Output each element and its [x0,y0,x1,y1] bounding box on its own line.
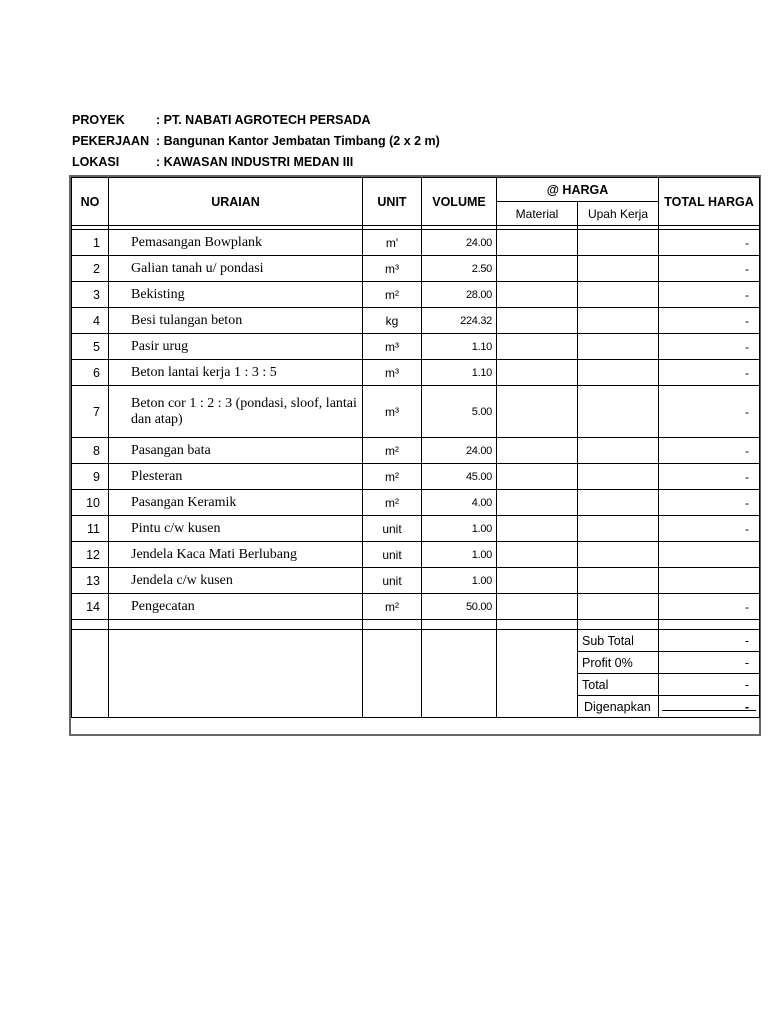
row-unit: kg [363,308,422,334]
proyek-label: PROYEK [72,113,125,127]
cost-table [71,177,760,718]
row-volume: 50.00 [422,594,497,620]
row-upah-kerja [578,230,659,256]
table-row [72,334,760,360]
col-no-header: NO [72,178,109,226]
row-unit: m² [363,594,422,620]
row-upah-kerja [578,464,659,490]
profit-label: Profit 0% [578,652,659,674]
row-material [497,490,578,516]
row-uraian: Jendela Kaca Mati Berlubang [109,542,363,568]
digenapkan-label: Digenapkan [578,696,659,718]
row-volume: 1.00 [422,542,497,568]
table-row [72,230,760,256]
row-total-harga: - [659,360,760,386]
table-row [72,360,760,386]
row-no: 11 [72,516,109,542]
total-label: Total [578,674,659,696]
row-uraian: Beton lantai kerja 1 : 3 : 5 [109,360,363,386]
pekerjaan-label: PEKERJAAN [72,134,150,148]
row-unit: m² [363,464,422,490]
table-body [72,230,760,630]
row-unit: m² [363,490,422,516]
row-uraian: Pasangan bata [109,438,363,464]
row-material [497,568,578,594]
row-total-harga: - [659,594,760,620]
row-total-harga: - [659,308,760,334]
row-uraian: Pemasangan Bowplank [109,230,363,256]
row-total-harga: - [659,334,760,360]
row-total-harga: - [659,516,760,542]
row-upah-kerja [578,568,659,594]
row-upah-kerja [578,256,659,282]
lokasi-value: : KAWASAN INDUSTRI MEDAN III [156,155,354,169]
row-total-harga: - [659,464,760,490]
summary-block [72,630,760,718]
row-no: 6 [72,360,109,386]
profit-value: - [659,652,760,674]
sub-total-label: Sub Total [578,630,659,652]
row-no: 8 [72,438,109,464]
row-volume: 45.00 [422,464,497,490]
row-total-harga: - [659,256,760,282]
row-unit: unit [363,516,422,542]
row-no: 4 [72,308,109,334]
row-upah-kerja [578,282,659,308]
table-row [72,568,760,594]
row-uraian: Beton cor 1 : 2 : 3 (pondasi, sloof, lantai dan atap) [109,386,363,438]
digenapkan-cell [659,696,760,718]
row-total-harga: - [659,438,760,464]
pekerjaan-value: : Bangunan Kantor Jembatan Timbang (2 x 2 m) [156,134,440,148]
lokasi-label: LOKASI [72,155,120,169]
row-no: 9 [72,464,109,490]
row-no: 7 [72,386,109,438]
row-uraian: Bekisting [109,282,363,308]
row-unit: m³ [363,360,422,386]
row-no: 14 [72,594,109,620]
col-volume-header: VOLUME [422,178,497,226]
row-volume: 24.00 [422,230,497,256]
row-volume: 5.00 [422,386,497,438]
project-header [72,110,440,173]
table-row [72,516,760,542]
row-material [497,386,578,438]
pekerjaan-row [72,131,440,152]
row-volume: 224.32 [422,308,497,334]
row-uraian: Jendela c/w kusen [109,568,363,594]
row-upah-kerja [578,516,659,542]
row-volume: 1.10 [422,334,497,360]
row-uraian: Pintu c/w kusen [109,516,363,542]
row-unit: unit [363,542,422,568]
table-row [72,594,760,620]
row-upah-kerja [578,386,659,438]
row-upah-kerja [578,334,659,360]
row-uraian: Galian tanah u/ pondasi [109,256,363,282]
digenapkan-value: - [744,699,749,714]
row-no: 5 [72,334,109,360]
row-no: 3 [72,282,109,308]
row-no: 13 [72,568,109,594]
row-total-harga: - [659,386,760,438]
row-material [497,282,578,308]
row-upah-kerja [578,438,659,464]
row-total-harga [659,542,760,568]
row-material [497,256,578,282]
sub-total-value: - [659,630,760,652]
row-volume: 28.00 [422,282,497,308]
row-no: 1 [72,230,109,256]
table-row [72,542,760,568]
row-material [497,360,578,386]
row-material [497,542,578,568]
row-volume: 4.00 [422,490,497,516]
total-value: - [659,674,760,696]
row-upah-kerja [578,542,659,568]
table-row [72,256,760,282]
row-unit: m³ [363,256,422,282]
row-volume: 1.10 [422,360,497,386]
row-material [497,516,578,542]
row-upah-kerja [578,360,659,386]
col-total-header: TOTAL HARGA [659,178,760,226]
row-total-harga: - [659,490,760,516]
row-upah-kerja [578,594,659,620]
col-unit-header: UNIT [363,178,422,226]
row-material [497,594,578,620]
rab-sheet [69,175,761,736]
table-row [72,438,760,464]
row-material [497,230,578,256]
row-upah-kerja [578,308,659,334]
row-uraian: Pasangan Keramik [109,490,363,516]
col-material-header: Material [497,202,578,226]
row-unit: m³ [363,334,422,360]
row-volume: 24.00 [422,438,497,464]
row-volume: 1.00 [422,516,497,542]
col-uraian-header: URAIAN [109,178,363,226]
row-volume: 1.00 [422,568,497,594]
row-total-harga [659,568,760,594]
row-material [497,438,578,464]
row-upah-kerja [578,490,659,516]
row-total-harga: - [659,230,760,256]
row-unit: unit [363,568,422,594]
row-no: 12 [72,542,109,568]
row-unit: m² [363,282,422,308]
row-uraian: Besi tulangan beton [109,308,363,334]
proyek-value: : PT. NABATI AGROTECH PERSADA [156,113,371,127]
table-row [72,464,760,490]
row-total-harga: - [659,282,760,308]
row-volume: 2.50 [422,256,497,282]
empty-row [72,620,760,630]
row-uraian: Pengecatan [109,594,363,620]
row-no: 10 [72,490,109,516]
row-material [497,464,578,490]
row-unit: m' [363,230,422,256]
row-material [497,308,578,334]
table-row [72,308,760,334]
col-upah-header: Upah Kerja [578,202,659,226]
table-row [72,490,760,516]
table-row [72,282,760,308]
row-unit: m³ [363,386,422,438]
row-unit: m² [363,438,422,464]
row-no: 2 [72,256,109,282]
row-uraian: Plesteran [109,464,363,490]
row-uraian: Pasir urug [109,334,363,360]
lokasi-row [72,152,440,173]
col-harga-header: @ HARGA [497,178,659,202]
table-row [72,386,760,438]
digenapkan-underline [662,710,756,711]
row-material [497,334,578,360]
proyek-row [72,110,440,131]
